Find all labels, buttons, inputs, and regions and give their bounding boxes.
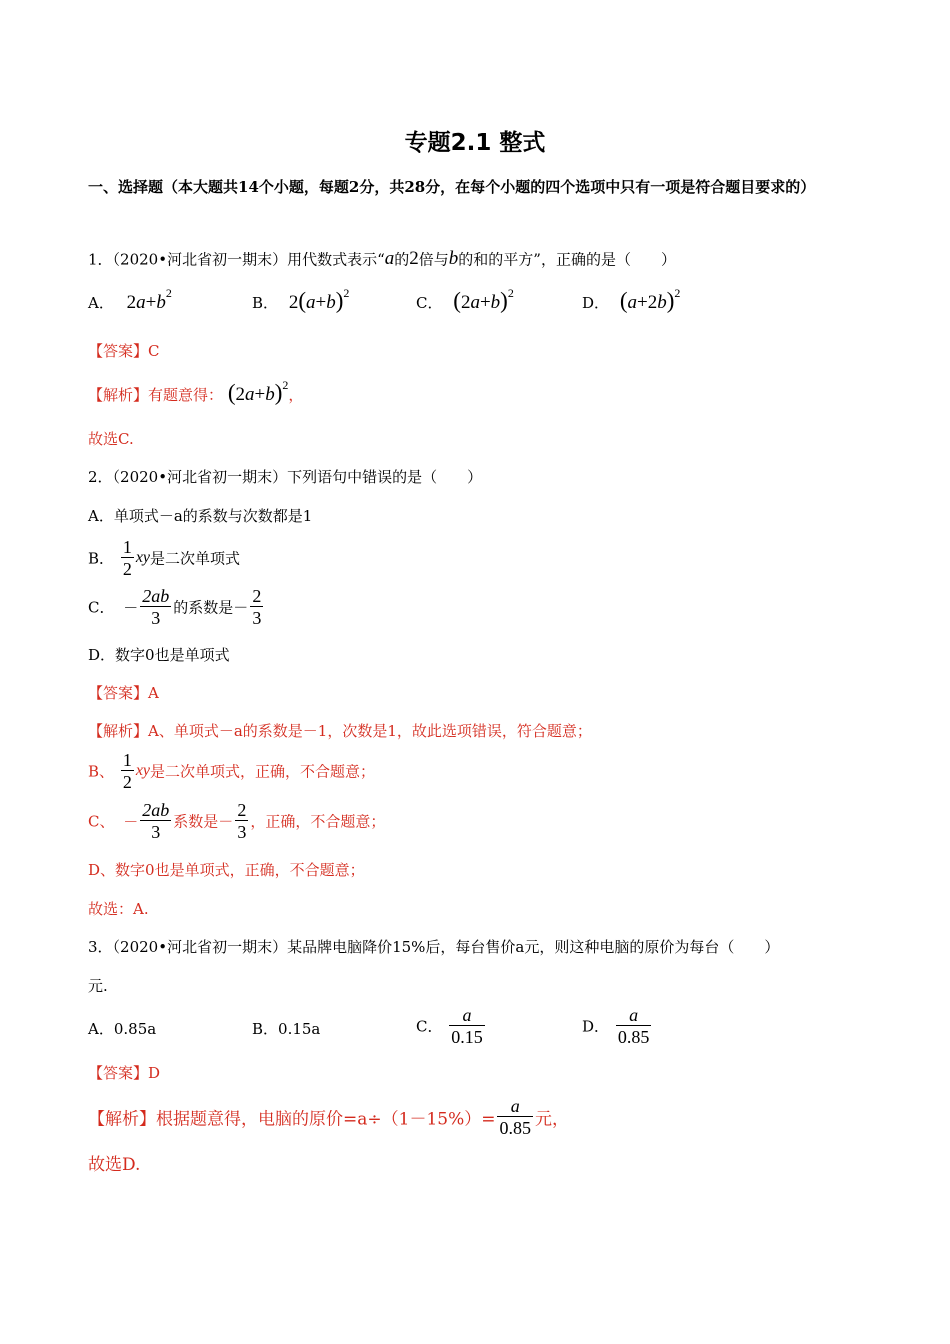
fraction-a-over-0-15: $\frac{a}{0.15}$ bbox=[451, 1005, 483, 1047]
q1-option-a: A． $2a+b^2$ bbox=[88, 286, 172, 313]
fraction-2ab-over-3: $\frac{2ab}{3}$ bbox=[142, 586, 170, 628]
q1-option-c: C． $(2a+b)^2$ bbox=[416, 286, 514, 313]
fraction-two-thirds: $\frac{2}{3}$ bbox=[237, 800, 247, 842]
section-heading: 一、选择题（本大题共14个小题，每题2分，共28分，在每个小题的四个选项中只有一项是符合题目要求的） bbox=[88, 178, 816, 196]
q3-option-d: D． $\frac{a}{0.85}$ bbox=[582, 1005, 650, 1047]
q2-analysis-c: C、 － $\frac{2ab}{3}$ 系数是－ $\frac{2}{3}$ ，正确，不合题意； bbox=[88, 800, 386, 842]
q2-analysis-a: 【解析】A、单项式－a的系数是－1，次数是1，故此选项错误，符合题意； bbox=[88, 722, 592, 740]
fraction-a-over-0-85: $\frac{a}{0.85}$ bbox=[617, 1005, 650, 1047]
fraction-one-half: $\frac{1}{2}$ bbox=[122, 750, 132, 792]
fraction-2ab-over-3: $\frac{2ab}{3}$ bbox=[142, 800, 170, 842]
fraction-one-half: $\frac{1}{2}$ bbox=[122, 537, 132, 579]
q3-answer: 【答案】D bbox=[88, 1064, 161, 1082]
q1-stem: 1．（2020•河北省初一期末）用代数式表示“a的2倍与b的和的平方”，正确的是（ ） bbox=[88, 248, 676, 269]
q2-answer: 【答案】A bbox=[88, 684, 159, 702]
q3-option-c: C． $\frac{a}{0.15}$ bbox=[416, 1005, 483, 1047]
q2-analysis-d: D、数字0也是单项式，正确，不合题意； bbox=[88, 861, 365, 879]
q3-analysis: 【解析】根据题意得，电脑的原价=a÷（1－15%）= $\frac{a}{0.85}$ 元， bbox=[88, 1096, 569, 1138]
q3-option-a: A．0.85a bbox=[88, 1020, 157, 1038]
q2-stem: 2．（2020•河北省初一期末）下列语句中错误的是（ ） bbox=[88, 468, 483, 486]
q2-option-a: A．单项式－a的系数与次数都是1 bbox=[88, 507, 313, 525]
fraction-two-thirds: $\frac{2}{3}$ bbox=[252, 586, 262, 628]
q2-option-c: C． － $\frac{2ab}{3}$ 的系数是－ $\frac{2}{3}$ bbox=[88, 586, 262, 628]
q3-option-b: B．0.15a bbox=[252, 1020, 321, 1038]
q2-analysis-b: B、 $\frac{1}{2}$ xy是二次单项式，正确，不合题意； bbox=[88, 750, 376, 792]
q3-conclusion: 故选D. bbox=[88, 1155, 141, 1175]
q1-option-b: B． $2(a+b)^2$ bbox=[252, 286, 350, 313]
q2-option-b: B． $\frac{1}{2}$ xy是二次单项式 bbox=[88, 537, 241, 579]
q3-stem-line1: 3．（2020•河北省初一期末）某品牌电脑降价15%后，每台售价a元，则这种电脑的原价为每台（ ） bbox=[88, 938, 780, 956]
q1-option-d: D． $(a+2b)^2$ bbox=[582, 286, 681, 313]
q3-stem-line2: 元. bbox=[88, 977, 108, 995]
fraction-a-over-0-85: $\frac{a}{0.85}$ bbox=[499, 1096, 531, 1138]
q1-analysis: 【解析】有题意得： $(2a+b)^2$， bbox=[88, 378, 304, 405]
page-title: 专题2.1 整式 bbox=[404, 130, 546, 156]
q2-option-d: D．数字0也是单项式 bbox=[88, 646, 230, 664]
q1-conclusion: 故选C. bbox=[88, 430, 134, 448]
q2-conclusion: 故选：A. bbox=[88, 900, 149, 918]
q1-answer: 【答案】C bbox=[88, 342, 160, 360]
